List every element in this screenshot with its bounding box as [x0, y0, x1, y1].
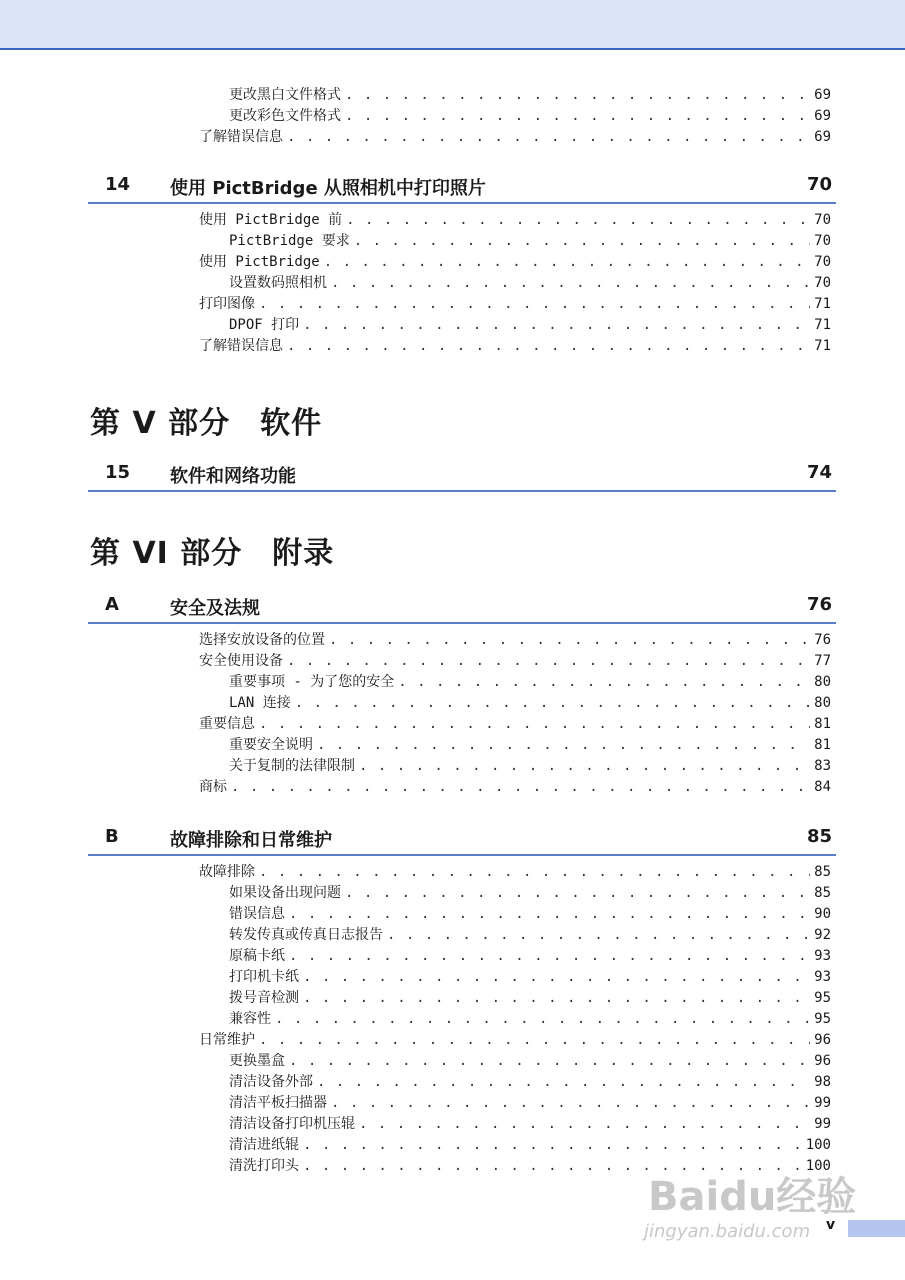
toc-entry-page: 92 [814, 927, 831, 943]
chapter-number: 14 [105, 174, 131, 195]
dot-leader [289, 1051, 810, 1072]
chapter-heading[interactable] [88, 168, 836, 204]
chapter-heading[interactable] [88, 820, 836, 856]
toc-entry[interactable] [229, 988, 831, 1009]
toc-entry-title: 设置数码照相机 [229, 275, 327, 291]
dot-leader [387, 925, 810, 946]
dot-leader [359, 1114, 810, 1135]
chapter-number: A [105, 594, 119, 615]
toc-entry-page: 90 [814, 906, 831, 922]
part-heading [90, 398, 322, 442]
toc-entry[interactable] [229, 735, 831, 756]
toc-entry-page: 76 [814, 632, 831, 648]
toc-entry-title: 更改黑白文件格式 [229, 87, 341, 103]
dot-leader [303, 967, 810, 988]
toc-entry-page: 81 [814, 716, 831, 732]
dot-leader [259, 294, 810, 315]
dot-leader [287, 127, 810, 148]
dot-leader [359, 756, 810, 777]
toc-entry-title: 原稿卡纸 [229, 948, 285, 964]
chapter-heading[interactable] [88, 456, 836, 492]
toc-entry[interactable] [229, 925, 831, 946]
toc-entry-title: PictBridge 要求 [229, 233, 350, 249]
toc-entry[interactable] [229, 756, 831, 777]
part-label: 第 VI 部分 [90, 536, 243, 571]
chapter-number: 15 [105, 462, 131, 483]
toc-entry-page: 70 [814, 275, 831, 291]
toc-entry[interactable] [199, 210, 831, 231]
toc-entry[interactable] [229, 85, 831, 106]
chapter-number: B [105, 826, 119, 847]
toc-entry-title: 清洁进纸辊 [229, 1137, 299, 1153]
toc-entry-title: 重要事项 - 为了您的安全 [229, 674, 395, 690]
chapter-page: 74 [806, 462, 832, 483]
toc-entry-title: 使用 PictBridge 前 [199, 212, 343, 228]
toc-entry-page: 80 [814, 674, 831, 690]
toc-entry-page: 80 [814, 695, 831, 711]
toc-entry-title: DPOF 打印 [229, 317, 300, 333]
page-number: v [826, 1217, 836, 1233]
toc-entry[interactable] [199, 777, 831, 798]
toc-entry[interactable] [199, 630, 831, 651]
toc-entry-page: 93 [814, 948, 831, 964]
toc-entry-page: 100 [805, 1158, 831, 1174]
toc-entry-page: 83 [814, 758, 831, 774]
toc-entry-title: 清洁设备打印机压辊 [229, 1116, 355, 1132]
toc-entry-title: 关于复制的法律限制 [229, 758, 355, 774]
chapter-heading[interactable] [88, 588, 836, 624]
part-heading [90, 528, 334, 572]
toc-entry[interactable] [199, 127, 831, 148]
dot-leader [303, 988, 810, 1009]
toc-entry-page: 70 [814, 233, 831, 249]
dot-leader [289, 904, 810, 925]
toc-entry-title: 拨号音检测 [229, 990, 299, 1006]
toc-entry-page: 71 [814, 296, 831, 312]
dot-leader [259, 862, 810, 883]
dot-leader [331, 273, 810, 294]
toc-entry-page: 70 [814, 212, 831, 228]
dot-leader [345, 883, 810, 904]
baidu-watermark [640, 1165, 860, 1265]
toc-entry[interactable] [199, 651, 831, 672]
watermark-url: jingyan.baidu.com [644, 1221, 811, 1242]
toc-entry-page: 95 [814, 1011, 831, 1027]
toc-entry[interactable] [229, 1135, 831, 1156]
toc-entry-title: 安全使用设备 [199, 653, 283, 669]
toc-entry-page: 99 [814, 1116, 831, 1132]
toc-entry-title: 清洁设备外部 [229, 1074, 313, 1090]
toc-entry-title: 清洁平板扫描器 [229, 1095, 327, 1111]
toc-entry-page: 69 [814, 87, 831, 103]
dot-leader [303, 1135, 802, 1156]
dot-leader [324, 252, 810, 273]
toc-entry-title: LAN 连接 [229, 695, 291, 711]
watermark-logo: Baidu经验 [648, 1174, 857, 1220]
toc-entry-title: 错误信息 [229, 906, 285, 922]
part-title: 附录 [272, 536, 335, 571]
chapter-title: 安全及法规 [170, 598, 260, 619]
chapter-page: 85 [806, 826, 832, 847]
header-band [0, 0, 905, 50]
toc-entry[interactable] [199, 252, 831, 273]
dot-leader [354, 231, 810, 252]
toc-entry-page: 71 [814, 317, 831, 333]
toc-entry[interactable] [229, 883, 831, 904]
toc-entry[interactable] [229, 315, 831, 336]
toc-entry-page: 95 [814, 990, 831, 1006]
toc-entry-page: 85 [814, 864, 831, 880]
toc-entry[interactable] [229, 231, 831, 252]
dot-leader [287, 651, 810, 672]
toc-entry-title: 重要信息 [199, 716, 255, 732]
part-label: 第 V 部分 [90, 406, 231, 441]
toc-entry-title: 转发传真或传真日志报告 [229, 927, 383, 943]
toc-entry[interactable] [199, 294, 831, 315]
toc-entry-page: 70 [814, 254, 831, 270]
toc-entry-page: 69 [814, 108, 831, 124]
toc-entry[interactable] [199, 1030, 831, 1051]
toc-entry-page: 69 [814, 129, 831, 145]
toc-entry-page: 99 [814, 1095, 831, 1111]
dot-leader [259, 1030, 810, 1051]
toc-entry[interactable] [229, 1114, 831, 1135]
chapter-page: 70 [806, 174, 832, 195]
toc-entry-title: 兼容性 [229, 1011, 271, 1027]
dot-leader [317, 1072, 810, 1093]
toc-entry-page: 96 [814, 1032, 831, 1048]
chapter-page: 76 [806, 594, 832, 615]
toc-entry-page: 84 [814, 779, 831, 795]
dot-leader [231, 777, 810, 798]
toc-entry-page: 93 [814, 969, 831, 985]
dot-leader [331, 1093, 810, 1114]
chapter-title: 故障排除和日常维护 [170, 830, 332, 851]
toc-entry-page: 100 [805, 1137, 831, 1153]
toc-entry-title: 重要安全说明 [229, 737, 313, 753]
toc-entry[interactable] [229, 273, 831, 294]
toc-entry-title: 选择安放设备的位置 [199, 632, 325, 648]
dot-leader [345, 106, 810, 127]
toc-entry-page: 85 [814, 885, 831, 901]
dot-leader [287, 336, 810, 357]
dot-leader [346, 210, 810, 231]
toc-entry[interactable] [229, 672, 831, 693]
toc-entry-title: 更改彩色文件格式 [229, 108, 341, 124]
toc-entry-title: 打印图像 [199, 296, 255, 312]
toc-entry-page: 81 [814, 737, 831, 753]
toc-entry[interactable] [229, 693, 831, 714]
toc-entry-title: 商标 [199, 779, 227, 795]
toc-entry[interactable] [229, 1009, 831, 1030]
chapter-title: 使用 PictBridge 从照相机中打印照片 [170, 178, 486, 199]
dot-leader [275, 1009, 810, 1030]
part-title: 软件 [260, 406, 323, 441]
toc-entry-page: 98 [814, 1074, 831, 1090]
toc-entry[interactable] [229, 967, 831, 988]
toc-entry[interactable] [229, 946, 831, 967]
dot-leader [398, 672, 810, 693]
toc-entry-title: 使用 PictBridge [199, 254, 320, 270]
toc-entry[interactable] [229, 106, 831, 127]
toc-entry-title: 日常维护 [199, 1032, 255, 1048]
dot-leader [303, 315, 810, 336]
toc-entry-page: 71 [814, 338, 831, 354]
dot-leader [345, 85, 810, 106]
toc-entry-title: 了解错误信息 [199, 129, 283, 145]
toc-entry[interactable] [199, 714, 831, 735]
toc-entry-title: 故障排除 [199, 864, 255, 880]
toc-entry-title: 打印机卡纸 [229, 969, 299, 985]
toc-entry-page: 96 [814, 1053, 831, 1069]
toc-entry[interactable] [229, 1051, 831, 1072]
toc-entry-title: 了解错误信息 [199, 338, 283, 354]
dot-leader [289, 946, 810, 967]
toc-entry-page: 77 [814, 653, 831, 669]
chapter-title: 软件和网络功能 [170, 466, 296, 487]
dot-leader [317, 735, 810, 756]
toc-entry-title: 更换墨盒 [229, 1053, 285, 1069]
toc-entry[interactable] [199, 862, 831, 883]
dot-leader [259, 714, 810, 735]
dot-leader [295, 693, 810, 714]
toc-entry[interactable] [229, 904, 831, 925]
toc-entry[interactable] [229, 1093, 831, 1114]
toc-entry-title: 清洗打印头 [229, 1158, 299, 1174]
toc-entry[interactable] [199, 336, 831, 357]
toc-entry[interactable] [229, 1072, 831, 1093]
dot-leader [329, 630, 810, 651]
toc-entry-title: 如果设备出现问题 [229, 885, 341, 901]
